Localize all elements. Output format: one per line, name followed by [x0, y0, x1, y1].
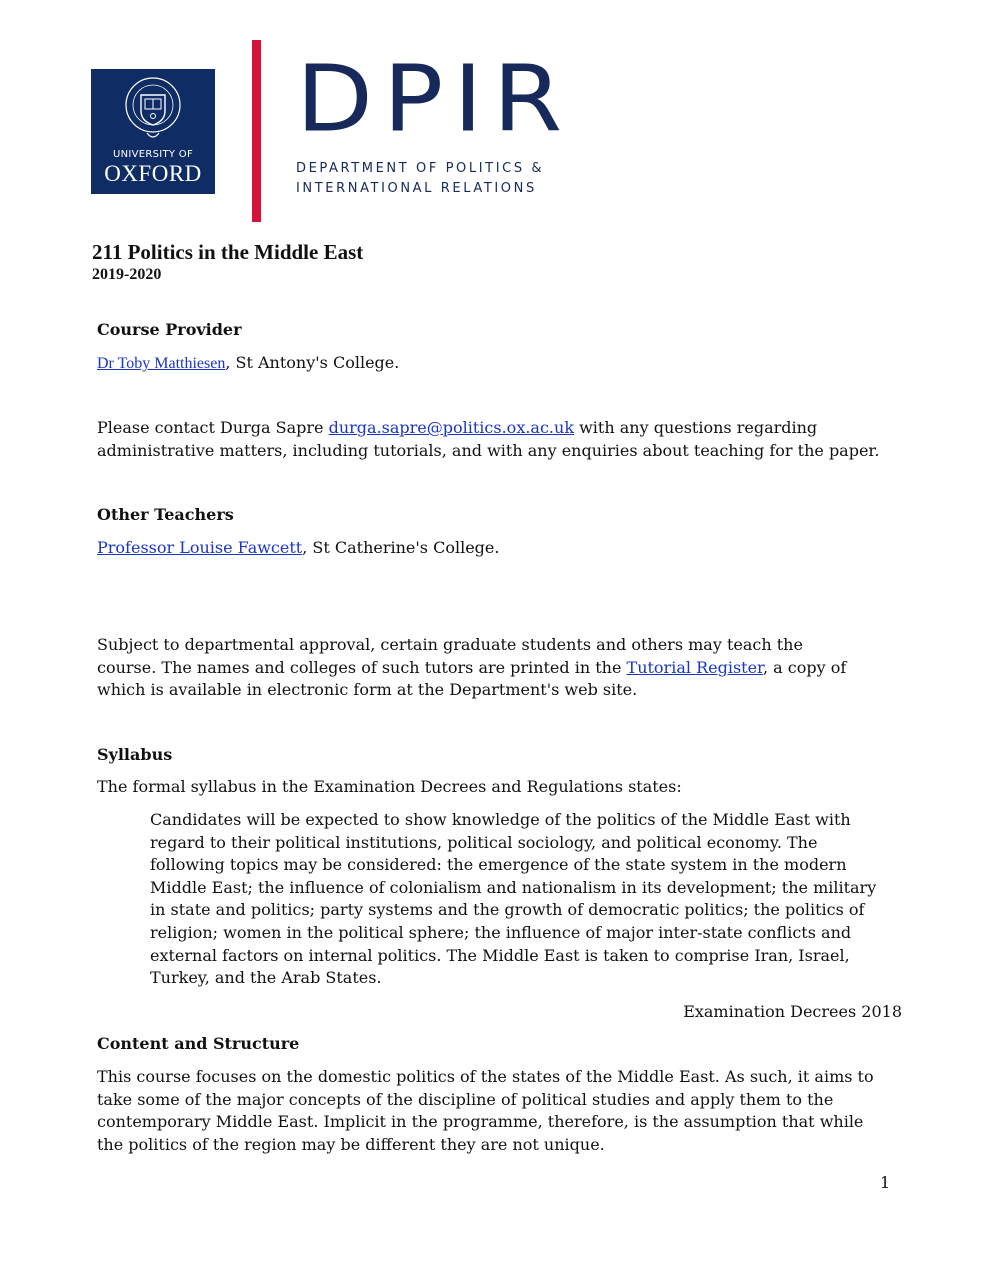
syllabus-quote-line: Turkey, and the Arab States.	[150, 968, 382, 988]
course-provider-heading: Course Provider	[97, 320, 242, 339]
syllabus-quote-line: Middle East; the influence of colonialism and nationalism in its development; the military	[150, 877, 877, 897]
contact-text-pre: Please contact Durga Sapre	[97, 418, 329, 437]
oxford-crest-icon	[121, 75, 185, 145]
other-teachers-heading: Other Teachers	[97, 505, 234, 524]
syllabus-quote	[150, 809, 955, 990]
syllabus-heading: Syllabus	[97, 745, 173, 764]
page-number: 1	[880, 1173, 891, 1192]
syllabus-quote-line: following topics may be considered: the emergence of the state system in the modern	[150, 855, 847, 875]
page-title: 211 Politics in the Middle East	[92, 240, 364, 264]
content-line: contemporary Middle East. Implicit in the programme, therefore, is the assumption that while	[97, 1112, 864, 1132]
other-teacher-college: , St Catherine's College.	[302, 538, 500, 557]
syllabus-quote-line: religion; women in the political sphere; the influence of major inter-state conflicts and	[150, 922, 852, 942]
syllabus-quote-line: external factors on internal politics. The Middle East is taken to comprise Iran, Israel,	[150, 945, 850, 965]
content-line: take some of the major concepts of the discipline of political studies and apply them to the	[97, 1089, 834, 1109]
content-heading: Content and Structure	[97, 1034, 300, 1053]
syllabus-intro: The formal syllabus in the Examination Decrees and Regulations states:	[97, 777, 682, 796]
content-line: This course focuses on the domestic politics of the states of the Middle East. As such, it aims to	[97, 1067, 874, 1086]
tutors-line2-pre: course. The names and colleges of such tutors are printed in the	[97, 657, 627, 677]
dept-name-line2: INTERNATIONAL RELATIONS	[296, 181, 537, 196]
logo-university-text: UNIVERSITY OF	[112, 149, 194, 160]
academic-year: 2019-2020	[92, 266, 162, 283]
course-provider-line	[97, 352, 902, 376]
oxford-logo	[91, 69, 215, 194]
tutors-paragraph	[97, 634, 902, 702]
syllabus-quote-line: in state and politics; party systems and the growth of democratic politics; the politics of	[150, 900, 865, 920]
contact-text-post: with any questions regarding	[574, 418, 818, 437]
course-provider-college: , St Antony's College.	[225, 353, 400, 372]
tutors-line1: Subject to departmental approval, certain graduate students and others may teach the	[97, 635, 803, 654]
tutors-line2-post: , a copy of	[762, 657, 847, 677]
logo-oxford-text: OXFORD	[104, 161, 202, 186]
syllabus-quote-line: regard to their political institutions, political sociology, and political economy. The	[150, 832, 818, 852]
syllabus-source: Examination Decrees 2018	[683, 1002, 902, 1021]
contact-paragraph	[97, 417, 902, 462]
contact-text-line2: administrative matters, including tutorials, and with any enquiries about teaching for the paper.	[97, 440, 880, 460]
other-teachers-line	[97, 537, 902, 560]
syllabus-quote-line: Candidates will be expected to show knowledge of the politics of the Middle East with	[150, 810, 851, 829]
tutorial-register-link[interactable]: Tutorial Register	[626, 657, 763, 677]
tutors-line3: which is available in electronic form at the Department's web site.	[97, 680, 638, 700]
contact-email-link[interactable]: durga.sapre@politics.ox.ac.uk	[328, 418, 575, 437]
course-provider-link[interactable]: Dr Toby Matthiesen	[97, 355, 226, 372]
content-line: the politics of the region may be different they are not unique.	[97, 1134, 605, 1154]
content-paragraph	[97, 1066, 902, 1156]
logo-divider	[252, 40, 261, 222]
dpir-logo-text: DPIR	[296, 44, 573, 153]
dept-name-line1: DEPARTMENT OF POLITICS &	[296, 161, 545, 176]
other-teacher-link[interactable]: Professor Louise Fawcett	[97, 538, 303, 557]
